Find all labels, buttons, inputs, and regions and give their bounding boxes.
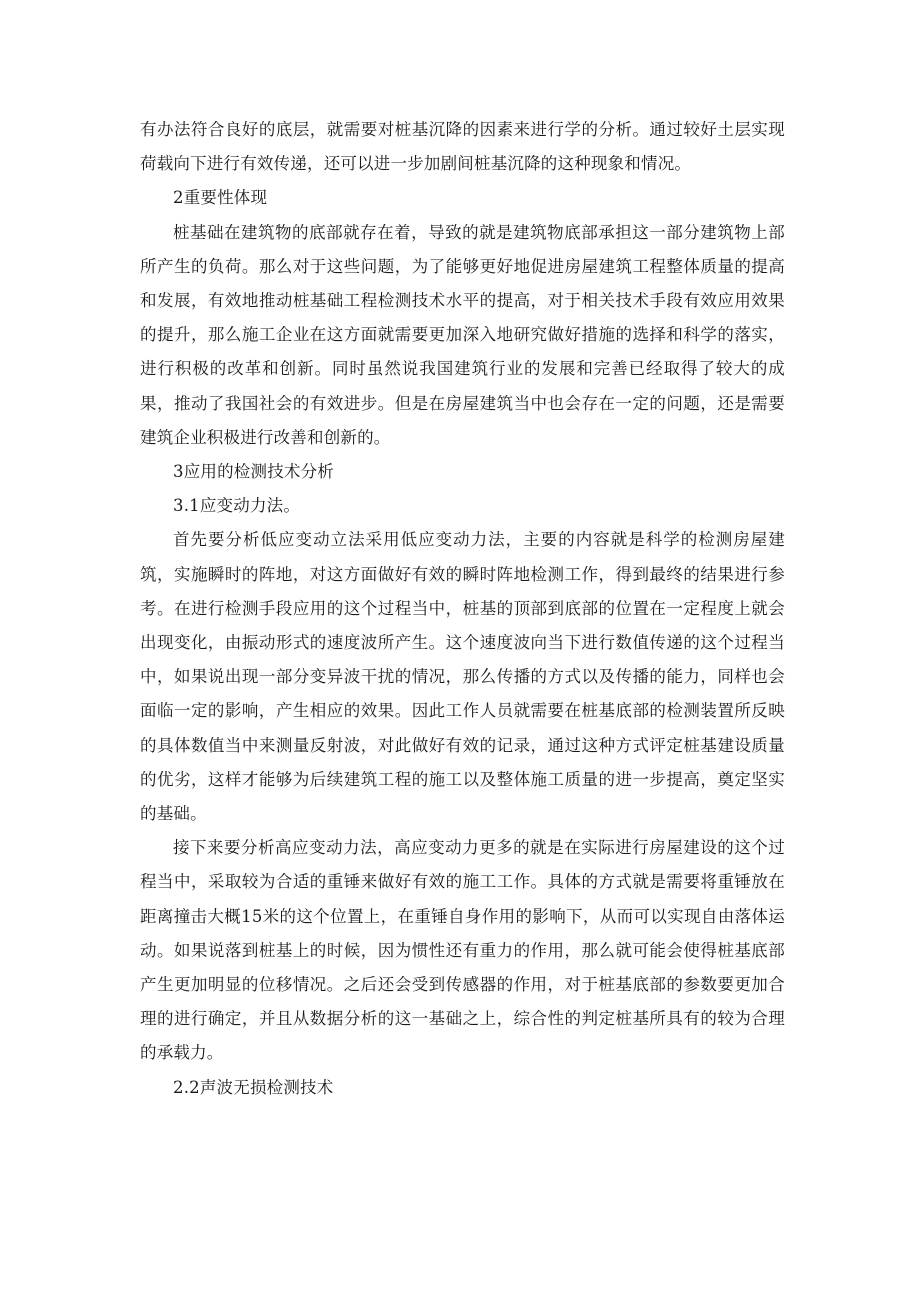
paragraph-intro-continuation: 有办法符合良好的底层，就需要对桩基沉降的因素来进行学的分析。通过较好土层实现荷载向下进行有效传递，还可以进一步加剧间桩基沉降的这种现象和情况。 xyxy=(140,120,785,174)
section-heading-2: 2重要性体现 xyxy=(173,188,268,208)
paragraph-importance: 桩基础在建筑物的底部就存在着，导致的就是建筑物底部承担这一部分建筑物上部所产生的负荷。那么对于这些问题，为了能够更好地促进房屋建筑工程整体质量的提高和发展，有效地推动桩基础工程检测技术水平的提高，对于相关技术手段有效应用效果的提升，那么施工企业在这方面就需要更加深入地研究做好措施的选择和科学的落实，进行积极的改革和创新。同时虽然说我国建筑行业的发展和完善已经取得了较大的成果，推动了我国社会的有效进步。但是在房屋建筑当中也会存在一定的问题，还是需要建筑企业积极进行改善和创新的。 xyxy=(140,222,785,447)
subsection-heading-3-1: 3.1应变动力法。 xyxy=(173,496,301,516)
paragraph-low-strain-method: 首先要分析低应变动立法采用低应变动力法，主要的内容就是科学的检测房屋建筑，实施瞬时的阵地，对这方面做好有效的瞬时阵地检测工作，得到最终的结果进行参考。在进行检测手段应用的这个过程当中，桩基的顶部到底部的位置在一定程度上就会出现变化，由振动形式的速度波所产生。这个速度波向当下进行数值传递的这个过程当中，如果说出现一部分变异波干扰的情况，那么传播的方式以及传播的能力，同样也会面临一定的影响，产生相应的效果。因此工作人员就需要在桩基底部的检测装置所反映的具体数值当中来测量反射波，对此做好有效的记录，通过这种方式评定桩基建设质量的优劣，这样才能够为后续建筑工程的施工以及整体施工质量的进一步提高，奠定坚实的基础。 xyxy=(140,530,785,824)
subsection-heading-2-2: 2.2声波无损检测技术 xyxy=(173,1077,334,1097)
document-page xyxy=(140,113,785,1105)
paragraph-high-strain-method: 接下来要分析高应变动力法，高应变动力更多的就是在实际进行房屋建设的这个过程当中，采取较为合适的重锤来做好有效的施工工作。具体的方式就是需要将重锤放在距离撞击大概15米的这个位置上，在重锤自身作用的影响下，从而可以实现自由落体运动。如果说落到桩基上的时候，因为惯性还有重力的作用，那么就可能会使得桩基底部产生更加明显的位移情况。之后还会受到传感器的作用，对于桩基底部的参数要更加合理的进行确定，并且从数据分析的这一基础之上，综合性的判定桩基所具有的较为合理的承载力。 xyxy=(140,838,785,1063)
section-heading-3: 3应用的检测技术分析 xyxy=(173,462,334,482)
